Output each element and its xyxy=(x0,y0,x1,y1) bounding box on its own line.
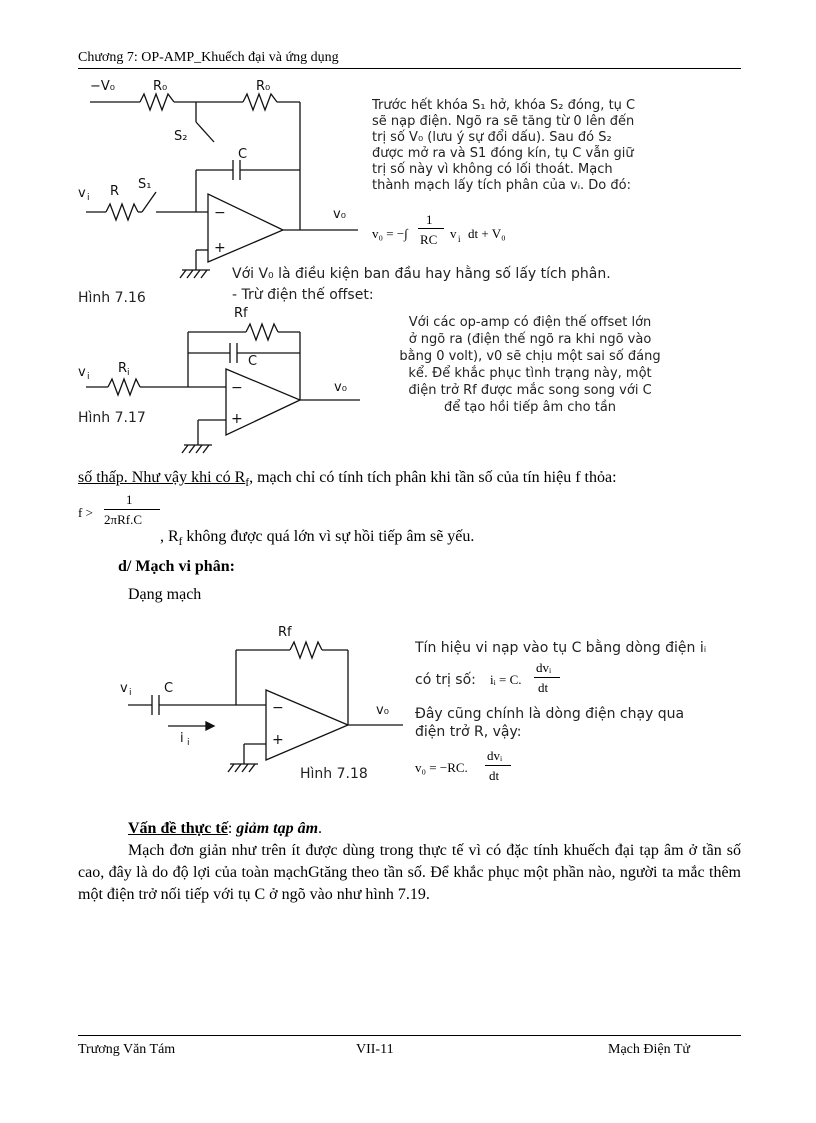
practical-colon: : xyxy=(227,820,237,837)
label-vo: v₀ xyxy=(334,380,347,395)
frequency-condition-formula xyxy=(78,492,168,536)
label-s1: S₁ xyxy=(138,177,152,192)
fig718-text-line3: Đây cũng chính là dòng điện chạy qua xyxy=(415,706,685,722)
offset-subheading: - Trừ điện thế offset: xyxy=(232,287,374,303)
resistor-rf xyxy=(246,324,278,340)
formula-vi-sub: i xyxy=(458,234,461,244)
label-minus: − xyxy=(231,380,243,396)
label-rf: Rf xyxy=(278,625,292,640)
label-r0-a: R₀ xyxy=(153,79,168,94)
figure-7-16-description xyxy=(372,98,672,194)
fig717-text-line: kể. Để khắc phục tình trạng này, một xyxy=(408,366,652,381)
label-vi: v xyxy=(78,186,86,201)
label-vo: v₀ xyxy=(333,207,346,222)
para1-text-c: , R xyxy=(160,528,179,545)
label-ri: R xyxy=(118,361,128,376)
section-d-heading: d/ Mạch vi phân: xyxy=(118,558,235,575)
fig717-text-line: ở ngõ ra (điện thế ngõ ra khi ngõ vào xyxy=(408,332,652,347)
label-ri-sub: i xyxy=(127,368,130,378)
label-vi: v xyxy=(78,365,86,380)
section-d-sub: Dạng mạch xyxy=(128,586,202,603)
fig716-text-line: trị số V₀ (lưu ý sự đổi dấu). Sau đó S₂ xyxy=(372,130,612,145)
formula-lhs: v₀ = −∫ xyxy=(372,226,408,241)
practical-title: Vấn đề thực tế xyxy=(128,820,228,837)
page-header-title: Chương 7: OP-AMP_Khuếch đại và ứng dụng xyxy=(78,50,339,65)
para1-text-b: , mạch chỉ có tính tích phân khi tần số của tín hiệu f thỏa: xyxy=(249,469,617,486)
f2-num: dvᵢ xyxy=(487,748,503,763)
para1-sub-f: f xyxy=(245,477,250,490)
f2-bar xyxy=(485,765,511,766)
current-arrowhead xyxy=(206,722,214,730)
label-plus: + xyxy=(231,411,243,427)
label-vi: v xyxy=(120,681,128,696)
formula-tail: dt + V₀ xyxy=(468,226,506,241)
label-c: C xyxy=(164,681,174,696)
figure-7-16-caption: Hình 7.16 xyxy=(78,290,146,306)
fig718-text-line4: điện trở R, vậy: xyxy=(415,724,522,740)
fig716-text-line: thành mạch lấy tích phân của vᵢ. Do đó: xyxy=(372,178,631,193)
f2-lhs: v₀ = −RC. xyxy=(415,760,468,775)
switch-s1 xyxy=(142,192,156,212)
f1-den: dt xyxy=(538,680,549,695)
para1-text-d: không được quá lớn vì sự hồi tiếp âm sẽ yếu. xyxy=(182,528,475,545)
figure-7-18-description xyxy=(415,640,715,656)
figure-7-18-circuit xyxy=(118,620,408,785)
label-c: C xyxy=(238,147,248,162)
fig718-text-line1: Tín hiệu vi nạp vào tụ C bằng dòng điện iᵢ xyxy=(415,640,707,656)
label-vo: v₀ xyxy=(376,703,389,718)
fig717-text-line: điện trở Rf được mắc song song với C xyxy=(408,383,652,398)
fig716-note: Với V₀ là điều kiện ban đầu hay hằng số lấy tích phân. xyxy=(232,266,611,282)
switch-s2 xyxy=(196,122,214,142)
f1-bar xyxy=(534,677,560,678)
differentiator-current-formula xyxy=(490,660,570,704)
para1-sub-f2: f xyxy=(178,536,183,549)
resistor-r xyxy=(106,204,138,220)
label-minus: − xyxy=(214,205,226,221)
practical-heading xyxy=(128,818,322,840)
cond-bar xyxy=(104,509,160,510)
label-plus: + xyxy=(214,240,226,256)
figure-7-17-description xyxy=(385,314,675,416)
figure-7-17-circuit xyxy=(78,305,368,465)
fig717-text-line: Với các op-amp có điện thế offset lớn xyxy=(408,315,652,330)
para1-text-a: số thấp. Như vậy khi có R xyxy=(78,469,246,486)
label-r: R xyxy=(110,184,120,199)
label-r0-b: R₀ xyxy=(256,79,271,94)
footer-divider xyxy=(78,1035,741,1036)
resistor-r0-b xyxy=(243,94,277,110)
fig716-text-line: trị số này vì không có lối thoát. Mạch xyxy=(372,162,613,177)
figure-7-17-caption: Hình 7.17 xyxy=(78,410,146,426)
fig716-text-line: Trước hết khóa S₁ hở, khóa S₂ đóng, tụ C xyxy=(372,98,636,113)
formula-num: 1 xyxy=(426,212,433,227)
label-ii: i xyxy=(180,731,184,746)
fig718-text-line2: có trị số: xyxy=(415,672,476,688)
figure-7-18-caption: Hình 7.18 xyxy=(300,766,368,782)
f2-den: dt xyxy=(489,768,500,783)
paragraph-integrator-condition xyxy=(78,467,741,494)
label-plus: + xyxy=(272,732,284,748)
fig717-text-line: để tạo hồi tiếp âm cho tần xyxy=(443,400,617,415)
label-c: C xyxy=(248,354,258,369)
fig716-text-line: sẽ nạp điện. Ngõ ra sẽ tăng từ 0 lên đến xyxy=(372,114,635,129)
paragraph-rf-note xyxy=(160,526,474,553)
label-vi-sub: i xyxy=(129,688,132,698)
footer-page-number: VII-11 xyxy=(356,1042,394,1057)
f1-lhs: iᵢ = C. xyxy=(490,672,522,687)
label-ii-sub: i xyxy=(187,738,190,748)
label-s2: S₂ xyxy=(174,129,188,144)
header-divider xyxy=(78,68,741,69)
differentiator-output-formula xyxy=(415,746,515,790)
label-minus: − xyxy=(272,700,284,716)
label-minus-v0: −V₀ xyxy=(90,79,115,94)
footer-subject: Mạch Điện Tử xyxy=(608,1042,690,1057)
resistor-rf xyxy=(290,642,322,658)
practical-period: . xyxy=(318,820,323,837)
label-rf: Rf xyxy=(234,306,248,321)
formula-den: RC xyxy=(420,232,438,247)
formula-bar xyxy=(418,228,444,229)
resistor-ri xyxy=(108,379,140,395)
fig716-text-line: được mở ra và S1 đóng kín, tụ C vẫn giữ xyxy=(372,146,634,161)
practical-title-italic: giảm tạp âm xyxy=(236,820,319,837)
formula-vi: v xyxy=(450,226,457,241)
cond-lhs: f > xyxy=(78,505,93,520)
f1-num: dvᵢ xyxy=(536,660,552,675)
footer-author: Trương Văn Tám xyxy=(78,1042,176,1057)
cond-num: 1 xyxy=(126,492,133,507)
resistor-r0-a xyxy=(140,94,174,110)
fig717-text-line: bằng 0 volt), v0 sẽ chịu một sai số đáng xyxy=(399,349,661,364)
cond-den: 2πRf.C xyxy=(104,512,142,527)
label-vi-sub: i xyxy=(87,193,90,203)
label-vi-sub: i xyxy=(87,372,90,382)
practical-body: Mạch đơn giản như trên ít được dùng trong thực tế vì có đặc tính khuếch đại tạp âm ở tần số cao, đây là do độ lợi của toàn mạchGtăng theo tần số. Để khắc phục một phần nào, người ta mắc thêm một điện trở nối tiếp với tụ C ở ngõ vào như hình 7.19. xyxy=(78,842,741,903)
